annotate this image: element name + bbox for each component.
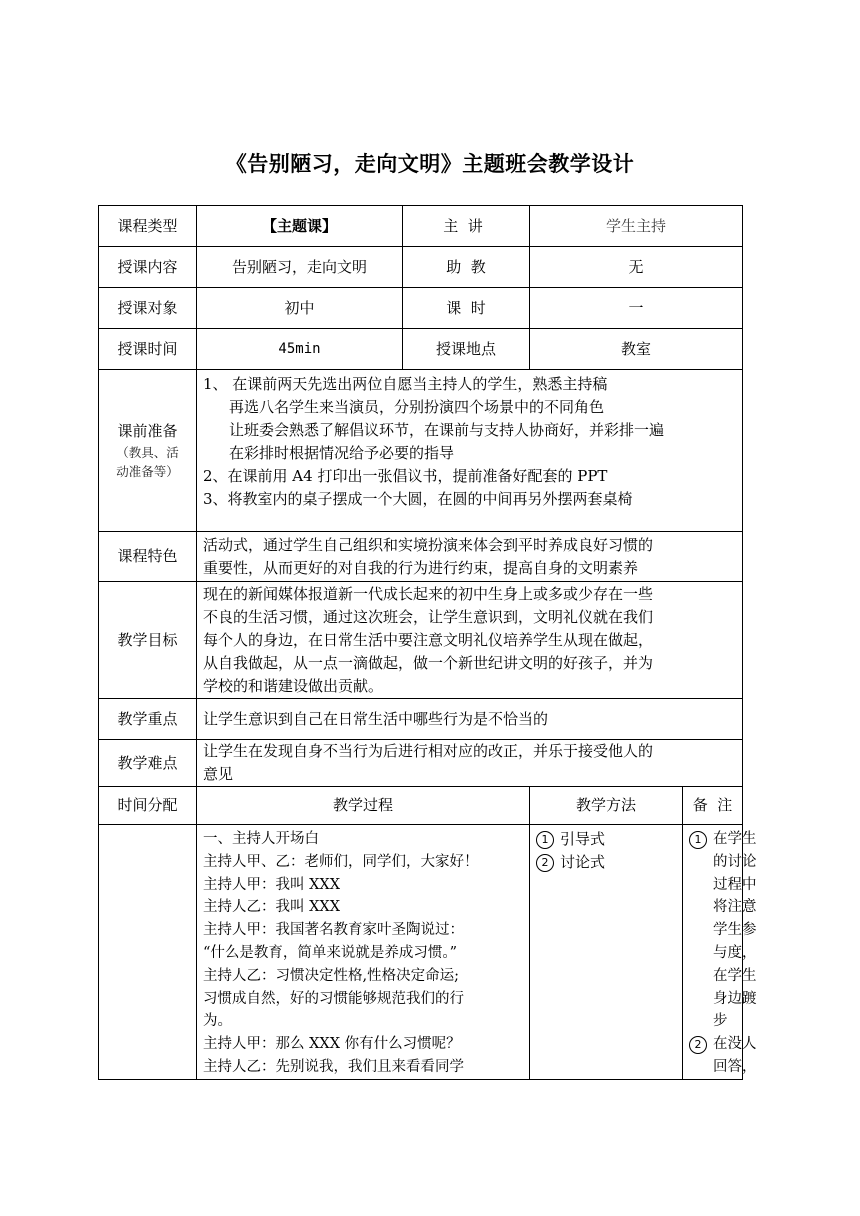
goal-line: 学校的和谐建设做出贡献。 — [203, 676, 384, 695]
row-goal — [99, 582, 743, 699]
process-line: 主持人甲：那么 XXX 你有什么习惯呢？ — [203, 1036, 461, 1053]
preparation-line: 再选八名学生来当演员，分别扮演四个场景中的不同角色 — [229, 398, 605, 416]
process-line: 为。 — [203, 1013, 232, 1030]
preparation-line: 3、将教室内的桌子摆成一个大圆，在圆的中间再另外摆两套桌椅 — [203, 490, 633, 508]
key-point-label: 教学重点 — [99, 699, 197, 740]
assistant-label-text: 助 教 — [446, 257, 486, 276]
assistant-value: 无 — [530, 247, 743, 288]
process-line: 主持人乙：习惯决定性格,性格决定命运; — [203, 967, 459, 984]
method-content — [530, 825, 683, 1080]
method-item — [536, 851, 676, 874]
process-line: 主持人乙：先别说我，我们且来看看同学 — [203, 1058, 464, 1075]
process-line: “什么是教育，简单来说就是养成习惯。” — [203, 944, 458, 961]
note-item-2 — [689, 1033, 757, 1079]
note-line: 与度， — [713, 944, 757, 961]
method-text: 讨论式 — [560, 853, 606, 871]
goal-line: 现在的新闻媒体报道新一代成长起来的初中生身上或多或少存在一些 — [203, 584, 654, 603]
number-2-icon: 2 — [536, 854, 554, 872]
row-feature — [99, 532, 743, 582]
header-teaching-method: 教学方法 — [530, 787, 683, 825]
hours-label — [403, 288, 530, 329]
preparation-sublabel-2: 动准备等） — [116, 464, 179, 479]
lecturer-label-text: 主 讲 — [443, 216, 483, 235]
process-line: 习惯成自然，好的习惯能够规范我们的行 — [203, 990, 464, 1007]
place-label: 授课地点 — [403, 329, 530, 370]
preparation-sublabel-1: （教具、活 — [116, 445, 179, 460]
feature-label: 课程特色 — [99, 532, 197, 582]
header-note-text: 备 注 — [692, 796, 733, 814]
goal-line: 从自我做起，从一点一滴做起，做一个新世纪讲文明的好孩子，并为 — [203, 653, 654, 672]
time-value: 45min — [197, 329, 403, 370]
row-key-point — [99, 699, 743, 740]
row-difficulty — [99, 740, 743, 787]
note-line: 回答， — [713, 1058, 757, 1075]
difficulty-line: 意见 — [203, 765, 234, 783]
feature-content — [197, 532, 743, 582]
content-value: 告别陋习，走向文明 — [197, 247, 403, 288]
note-content — [683, 825, 757, 1080]
difficulty-content — [197, 740, 743, 787]
process-header-row — [99, 787, 743, 825]
note-line: 过程中 — [713, 876, 757, 893]
note-line: 步 — [713, 1013, 728, 1030]
target-value: 初中 — [197, 288, 403, 329]
lecturer-label — [403, 206, 530, 247]
process-line: 主持人乙：我叫 XXX — [203, 899, 341, 916]
note-line: 学生参 — [713, 922, 757, 939]
goal-line: 每个人的身边，在日常生活中要注意文明礼仪培养学生从现在做起， — [203, 630, 654, 649]
feature-line: 活动式，通过学生自己组织和实境扮演来体会到平时养成良好习惯的 — [203, 535, 654, 554]
preparation-line: 在彩排时根据情况给予必要的指导 — [229, 444, 455, 462]
preparation-label: 课前准备 — [117, 422, 178, 440]
note-line: 在没人 — [713, 1036, 757, 1053]
header-time-allocation: 时间分配 — [99, 787, 197, 825]
note-line: 身边踱 — [713, 990, 757, 1007]
content-label: 授课内容 — [99, 247, 197, 288]
process-body-row — [99, 825, 743, 1080]
number-1-icon: 1 — [536, 831, 554, 849]
note-line: 在学生 — [713, 831, 757, 847]
assistant-label — [403, 247, 530, 288]
course-type-label: 课程类型 — [99, 206, 197, 247]
place-value: 教室 — [530, 329, 743, 370]
number-1-icon: 1 — [689, 831, 707, 849]
row-target — [99, 288, 743, 329]
preparation-line: 让班委会熟悉了解倡议环节，在课前与支持人协商好，并彩排一遍 — [229, 421, 665, 439]
course-type-value: 【主题课】 — [197, 206, 403, 247]
process-line: 主持人甲：我国著名教育家叶圣陶说过： — [203, 922, 464, 939]
process-content — [197, 825, 530, 1080]
key-point-content: 让学生意识到自己在日常生活中哪些行为是不恰当的 — [197, 699, 743, 740]
goal-content — [197, 582, 743, 699]
note-line: 的讨论 — [713, 853, 757, 870]
process-line: 主持人甲：我叫 XXX — [203, 876, 341, 893]
note-line: 将注意 — [713, 899, 757, 916]
preparation-label-cell — [99, 370, 197, 532]
preparation-content — [197, 370, 743, 532]
difficulty-line: 让学生在发现自身不当行为后进行相对应的改正，并乐于接受他人的 — [203, 742, 654, 760]
row-preparation — [99, 370, 743, 532]
row-time — [99, 329, 743, 370]
header-teaching-process: 教学过程 — [197, 787, 530, 825]
row-course-type — [99, 206, 743, 247]
hours-value: 一 — [530, 288, 743, 329]
note-line: 在学生 — [713, 967, 757, 984]
method-text: 引导式 — [560, 830, 606, 848]
process-line: 主持人甲、乙：老师们，同学们，大家好！ — [203, 853, 479, 870]
lesson-plan-table — [98, 205, 757, 1080]
time-allocation-cell — [99, 825, 197, 1080]
header-note — [683, 787, 743, 825]
document-title: 《告别陋习，走向文明》主题班会教学设计 — [225, 152, 635, 176]
preparation-line: 1、 在课前两天先选出两位自愿当主持人的学生，熟悉主持稿 — [203, 375, 608, 393]
time-label: 授课时间 — [99, 329, 197, 370]
preparation-line: 2、在课前用 A4 打印出一张倡议书，提前准备好配套的 PPT — [203, 467, 608, 485]
number-2-icon: 2 — [689, 1036, 707, 1054]
method-item — [536, 828, 676, 851]
process-line: 一、主持人开场白 — [203, 831, 319, 847]
target-label: 授课对象 — [99, 288, 197, 329]
row-content — [99, 247, 743, 288]
feature-line: 重要性，从而更好的对自我的行为进行约束，提高自身的文明素养 — [203, 558, 639, 577]
difficulty-label: 教学难点 — [99, 740, 197, 787]
lecturer-value: 学生主持 — [530, 206, 743, 247]
hours-label-text: 课 时 — [446, 298, 486, 317]
goal-label: 教学目标 — [99, 582, 197, 699]
note-item-1 — [689, 828, 757, 1033]
goal-line: 不良的生活习惯，通过这次班会，让学生意识到，文明礼仪就在我们 — [203, 607, 654, 626]
